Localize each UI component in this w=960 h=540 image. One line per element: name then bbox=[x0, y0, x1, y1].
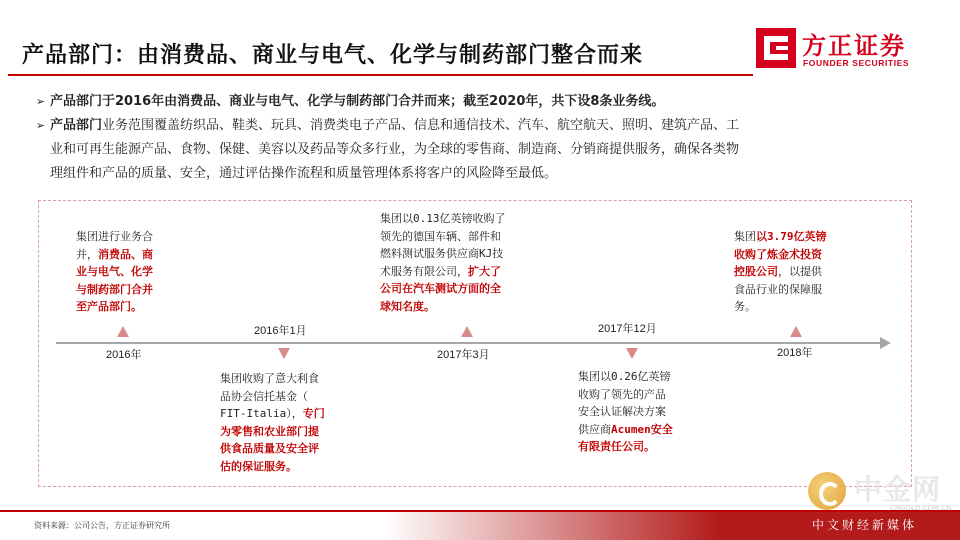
event-highlight: 球知名度。 bbox=[380, 299, 435, 313]
event-highlight: Acumen安全 bbox=[611, 422, 673, 436]
founder-logo-icon bbox=[756, 28, 796, 68]
timeline-event-2016 bbox=[76, 228, 153, 316]
timeline-event-2016-01 bbox=[220, 370, 325, 475]
event-highlight: 业与电气、化学 bbox=[76, 265, 153, 278]
event-highlight: 有限责任公司。 bbox=[578, 440, 655, 453]
event-text: 术服务有限公司， bbox=[380, 264, 468, 278]
event-text: 集团 bbox=[734, 230, 756, 243]
event-text: 收购了领先的产品 bbox=[578, 387, 666, 401]
logo-cn-text: 方正证券 bbox=[802, 32, 906, 60]
timeline-marker-up bbox=[117, 326, 129, 337]
event-text: 集团以0.13亿英镑收购了 bbox=[380, 212, 506, 225]
event-highlight: 公司在汽车测试方面的全 bbox=[380, 282, 501, 295]
event-text: FIT-Italia）， bbox=[220, 407, 303, 420]
event-text: 集团以0.26亿英镑 bbox=[578, 370, 671, 383]
timeline-marker-down bbox=[278, 348, 290, 359]
event-text: 集团进行业务合 bbox=[76, 230, 153, 243]
event-text: 品协会信托基金（ bbox=[220, 389, 308, 403]
timeline-date: 2016年1月 bbox=[254, 325, 307, 337]
timeline-event-2017-12 bbox=[578, 368, 673, 456]
event-highlight: 供食品质量及安全评 bbox=[220, 442, 319, 455]
event-text: 并， bbox=[76, 247, 98, 261]
timeline-marker-up bbox=[790, 326, 802, 337]
event-highlight: 与制药部门合并 bbox=[76, 282, 153, 296]
event-text: ，以提供 bbox=[778, 265, 822, 278]
event-highlight: 收购了炼金术投资 bbox=[734, 247, 822, 261]
timeline-marker-down bbox=[626, 348, 638, 359]
bullet-item bbox=[36, 114, 916, 186]
watermark-slogan: 中文财经新媒体 bbox=[812, 518, 918, 532]
event-text: 领先的德国车辆、部件和 bbox=[380, 229, 501, 243]
timeline-date: 2017年3月 bbox=[437, 349, 490, 361]
event-highlight: 专门 bbox=[302, 407, 325, 420]
title-rule bbox=[8, 74, 753, 76]
event-text: 燃料测试服务供应商KJ技 bbox=[380, 247, 504, 260]
source-note: 资料来源：公司公告，方正证券研究所 bbox=[34, 521, 170, 530]
timeline-event-2018 bbox=[734, 228, 827, 316]
timeline-marker-up bbox=[461, 326, 473, 337]
logo-en-text: FOUNDER SECURITIES bbox=[803, 58, 910, 68]
timeline-arrowhead bbox=[880, 337, 891, 349]
bullet-text-line: 业和可再生能源产品、食物、保健、美容以及药品等众多行业，为全球的零售商、制造商、分销商提供服务，确保各类物 bbox=[50, 142, 740, 157]
watermark-url: CNGOLD.COM.CN bbox=[890, 504, 952, 512]
bullet-arrow-icon: ➢ bbox=[36, 119, 46, 132]
event-highlight: 至产品部门。 bbox=[76, 300, 142, 313]
bullet-list bbox=[36, 90, 916, 186]
cngold-logo-icon bbox=[808, 472, 846, 510]
timeline-event-2017-03 bbox=[380, 210, 506, 315]
event-text: 供应商 bbox=[578, 422, 611, 436]
event-highlight: 以3.79亿英镑 bbox=[756, 230, 827, 243]
event-highlight: 扩大了 bbox=[468, 264, 501, 278]
bullet-arrow-icon: ➢ bbox=[36, 95, 46, 108]
bullet-text: 业务范围覆盖纺织品、鞋类、玩具、消费类电子产品、信息和通信技术、汽车、航空航天、照明、建筑产品、工 bbox=[102, 118, 740, 133]
event-text: 务。 bbox=[734, 300, 756, 313]
event-highlight: 控股公司 bbox=[734, 265, 778, 278]
event-text: 食品行业的保障服 bbox=[734, 282, 822, 296]
bullet-text: 产品部门于2016年由消费品、商业与电气、化学与制药部门合并而来；截至2020年，共下设8条业务线。 bbox=[50, 94, 665, 109]
timeline-date: 2016年 bbox=[106, 349, 142, 361]
event-highlight: 消费品、商 bbox=[98, 247, 153, 261]
event-highlight: 为零售和农业部门提 bbox=[220, 424, 319, 438]
bullet-item bbox=[36, 90, 916, 114]
event-text: 安全认证解决方案 bbox=[578, 405, 666, 418]
timeline-date: 2018年 bbox=[777, 347, 813, 359]
timeline-date: 2017年12月 bbox=[598, 323, 657, 335]
event-highlight: 估的保证服务。 bbox=[220, 459, 297, 473]
event-text: 集团收购了意大利食 bbox=[220, 372, 319, 385]
bullet-text-line: 理组件和产品的质量、安全，通过评估操作流程和质量管理体系将客户的风险降至最低。 bbox=[50, 166, 558, 181]
bullet-lead: 产品部门 bbox=[50, 118, 103, 133]
founder-securities-logo bbox=[756, 26, 956, 76]
watermark-name: 中金网 bbox=[854, 473, 942, 506]
timeline-axis bbox=[56, 342, 882, 344]
page-title: 产品部门：由消费品、商业与电气、化学与制药部门整合而来 bbox=[22, 42, 644, 68]
watermark bbox=[808, 464, 958, 540]
